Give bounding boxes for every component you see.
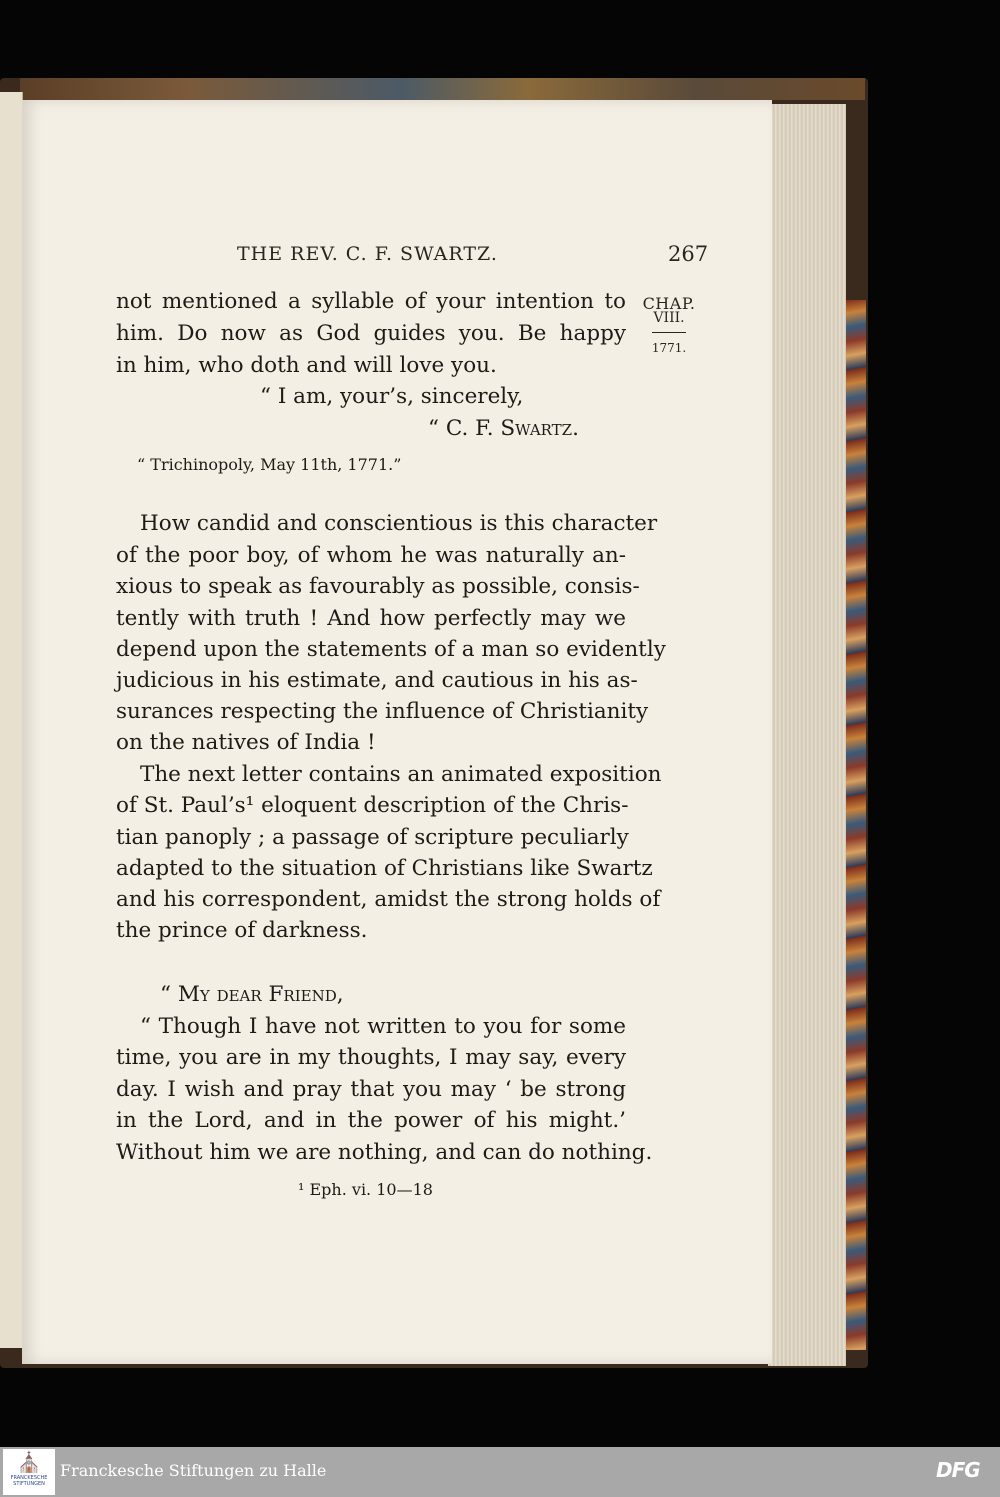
text-line: “ Though I have not written to you for some bbox=[140, 1014, 626, 1039]
margin-year: 1771. bbox=[651, 341, 687, 355]
text-line: him. Do now as God guides you. Be happy bbox=[116, 321, 626, 346]
text-line: of the poor boy, of whom he was naturally an- bbox=[116, 543, 626, 568]
text-line: The next letter contains an animated exposition bbox=[140, 762, 662, 787]
text-line: of St. Paul’s¹ eloquent description of the Chris- bbox=[116, 793, 629, 818]
text-line: in him, who doth and will love you. bbox=[116, 353, 497, 378]
text-line: judicious in his estimate, and cautious in his as- bbox=[116, 668, 638, 693]
margin-rule bbox=[652, 332, 686, 333]
text-line: the prince of darkness. bbox=[116, 918, 368, 943]
footnote: ¹ Eph. vi. 10—18 bbox=[298, 1180, 433, 1199]
cover-top-edge bbox=[20, 78, 865, 100]
running-title: THE REV. C. F. SWARTZ. bbox=[237, 243, 498, 265]
text-line: not mentioned a syllable of your intention to bbox=[116, 289, 626, 314]
page-edges bbox=[768, 104, 846, 1366]
logo-caption: FRANCKESCHE STIFTUNGEN bbox=[10, 1475, 48, 1487]
chapter-label: CHAP. bbox=[642, 294, 696, 313]
dateline: “ Trichinopoly, May 11th, 1771.” bbox=[137, 455, 402, 474]
chapter-number: VIII. bbox=[653, 310, 685, 326]
text-line: depend upon the statements of a man so evidently bbox=[116, 637, 666, 662]
text-line: in the Lord, and in the power of his might.’ bbox=[116, 1108, 626, 1133]
page-number: 267 bbox=[668, 242, 709, 266]
text-line: tian panoply ; a passage of scripture peculiarly bbox=[116, 825, 629, 850]
left-page-edge bbox=[0, 92, 23, 1348]
building-icon: ⛪ bbox=[16, 1450, 42, 1474]
text-line: xious to speak as favourably as possible, consis- bbox=[116, 574, 640, 599]
text-line: and his correspondent, amidst the strong holds of bbox=[116, 887, 661, 912]
salutation: “ My dear Friend, bbox=[160, 982, 344, 1007]
text-line: time, you are in my thoughts, I may say, every bbox=[116, 1045, 626, 1070]
text-line: surances respecting the influence of Christianity bbox=[116, 699, 649, 724]
signature: “ C. F. Swartz. bbox=[428, 416, 579, 441]
institution-name[interactable]: Franckesche Stiftungen zu Halle bbox=[60, 1461, 327, 1480]
text-line: “ I am, your’s, sincerely, bbox=[260, 384, 524, 409]
text-line: tently with truth ! And how perfectly may we bbox=[116, 606, 626, 631]
text-line: Without him we are nothing, and can do nothing. bbox=[116, 1140, 653, 1165]
text-line: adapted to the situation of Christians like Swartz bbox=[116, 856, 653, 881]
institution-logo[interactable] bbox=[3, 1449, 55, 1495]
text-line: on the natives of India ! bbox=[116, 730, 376, 755]
text-line: day. I wish and pray that you may ‘ be strong bbox=[116, 1077, 626, 1102]
margin-note bbox=[638, 296, 700, 356]
dfg-logo[interactable]: DFG bbox=[936, 1458, 980, 1482]
text-line: How candid and conscientious is this character bbox=[140, 511, 658, 536]
